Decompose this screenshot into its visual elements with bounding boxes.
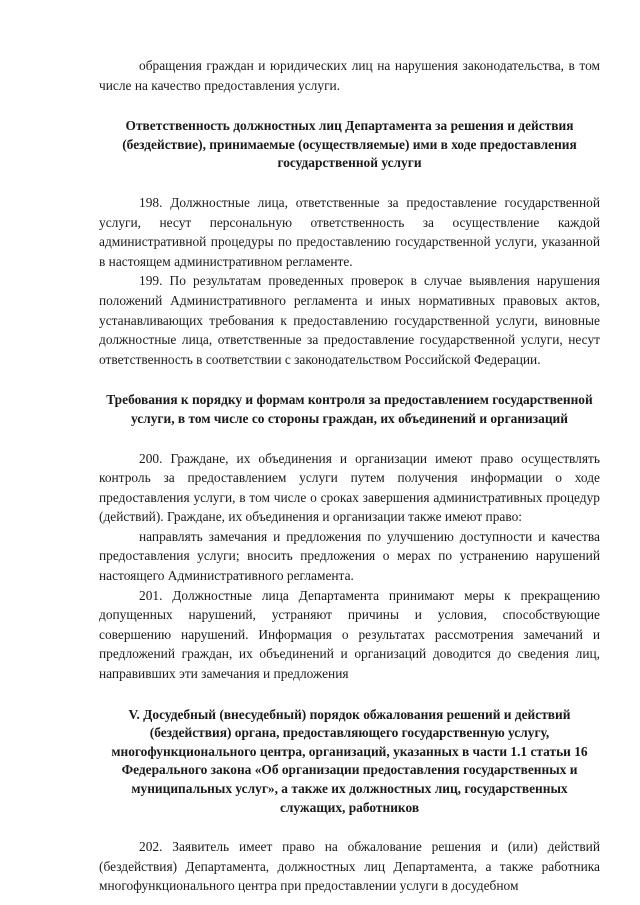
section-heading-responsibility: Ответственность должностных лиц Департамента за решения и действия (бездействие), принимаемые (осуществляемые) ими в ходе предоставления государственной услуги — [122, 118, 577, 171]
document-page — [99, 56, 600, 896]
paragraph-201: 201. Должностные лица Департамента принимают меры к прекращению допущенных нарушений, устраняют причины и условия, способствующие совершению нарушений. Информация о результатах рассмотрения замечаний и предложений граждан, их объединений и организаций доводится до сведения лиц, направивших эти замечания и предложения — [99, 587, 600, 682]
paragraph-199: 199. По результатам проведенных проверок в случае выявления нарушения положений Административного регламента и иных нормативных правовых актов, устанавливающих требования к предоставлению государственной услуги, виновные должностные лица, ответственные за предоставление государственной услуги, несут ответственность в соответствии с законодательством Российской Федерации. — [99, 273, 600, 367]
section-heading-control: Требования к порядку и формам контроля за предоставлением государственной услуги, в том числе со стороны граждан, их объединений и организаций — [106, 392, 593, 426]
paragraph-200: 200. Граждане, их объединения и организации имеют право осуществлять контроль за предоставлением услуги путем получения информации о ходе предоставления услуги, в том числе о сроках завершения административных процедур (действий). Граждане, их объединения и организации также имеют право: — [99, 450, 600, 525]
paragraph-200-continuation: направлять замечания и предложения по улучшению доступности и качества предоставления услуги; вносить предложения о мерах по устранению нарушений настоящего Административного регламента. — [99, 528, 600, 584]
paragraph-202: 202. Заявитель имеет право на обжалование решения и (или) действий (бездействия) Департамента, должностных лиц Департамента, а также работника многофункционального центра при предоставлении услуги в досудебном — [99, 839, 600, 894]
section-heading-appeal: V. Досудебный (внесудебный) порядок обжалования решений и действий (бездействия) органа, предоставляющего государственную услугу, многофункционального центра, организаций, указанных в части 1.1 статьи 16 Федерального закона «Об организации предоставления государственных и муниципальных услуг», а также их должностных лиц, государственных служащих, работников — [111, 706, 588, 815]
paragraph-198: 198. Должностные лица, ответственные за предоставление государственной услуги, несут персональную ответственность за осуществление каждой административной процедуры по предоставлению государственной услуги, указанной в настоящем административном регламенте. — [99, 194, 600, 269]
intro-paragraph: обращения граждан и юридических лиц на нарушения законодательства, в том числе на качество предоставления услуги. — [99, 58, 600, 93]
